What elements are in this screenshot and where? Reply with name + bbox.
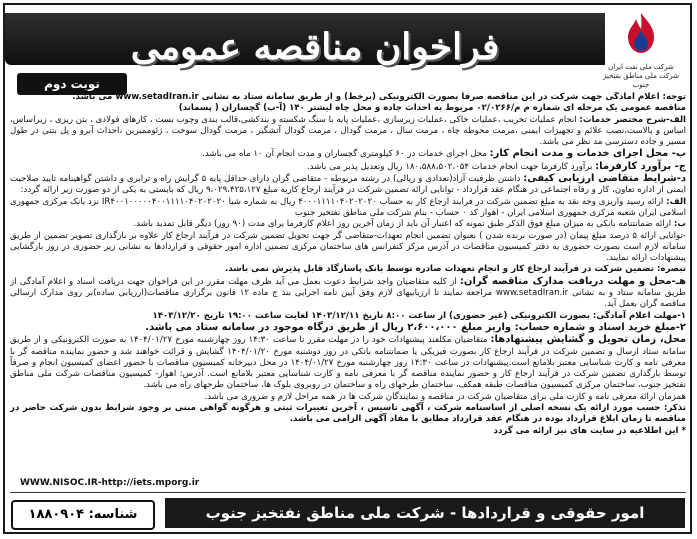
turn-badge: نوبت دوم — [17, 73, 127, 95]
notice-paragraph-8 — [10, 219, 686, 230]
notice-text: از کلیه متقاضیان واجد شرایط دعوت بعمل می آید ظرف مهلت مقرر در این فراخوان جهت دریافت اسناد و اعلام آمادگی از طریق سامانه ستاد و به نشانی www.setadIran.ir مراجعه نمایند تا ارزیابیهای لازم وفق آیین نامه اجرایی بند ج ماده ۱۲ قانون برگزاری مناقصات(ارزیابی ساده)بر روی مدارک ارسالی مناقصه گران بعمل آید. — [10, 276, 686, 310]
notice-paragraph-2 — [10, 103, 686, 114]
logo-caption — [598, 63, 684, 90]
notice-text: مناقصه عمومی یک مرحله ای شماره م م/۰۲/۰۲۶۶ مربوط به احداث جاده و محل چاه لیشتر ۱۴۰ (آ-ب) گچساران ( پسماند) — [178, 103, 686, 114]
notice-label: د-شرایط متقاضی ارزیابی کیفی: — [523, 173, 686, 185]
notice-text: ۱-مهلت اعلام آمادگی: بصورت الکترونیکی (غیر حضوری) از ساعت ۸:۰۰ تاریخ ۱۴۰۳/۱۲/۱۱ لغایت ساعت ۱۹:۰۰ تاریخ ۱۴۰۳/۱۲/۲۰ — [152, 310, 686, 321]
notice-paragraph-12 — [10, 311, 686, 322]
notice-text: برآورد کارفرما جهت انجام خدمات ۱۸۰،۵۸۸،۵۰۲،۰۵۴ ریال وتعدیل پذیر می باشد. — [306, 161, 593, 172]
notice-paragraph-9 — [10, 231, 686, 265]
footer — [5, 496, 690, 530]
notice-paragraph-1 — [10, 92, 686, 103]
notice-label: هـ-محل و مهلت دریافت مدارک مناقصه گران: — [459, 275, 686, 287]
notice-paragraph-16 — [10, 403, 686, 426]
notice-label: الف-شرح مختصر خدمات: — [579, 114, 686, 125]
notice-text: انجام عملیات تخریب ،عملیات خاکی ،عملیات زیرسازی ،عملیات پایه با سنگ شکسته و بندکشی،قالب بندی وچوب بست ، کارهای فولادی ، بتن ریزی ، زیراساس، اساس و بالاست،نصب علائم و تجهیزات ایمنی ،مرمت محوطه چاه ، مرمت سال ، مرمت گودال ، مرمت گودال آتشگیر ، مرمت گودال سوخت ، ژئوممبرین ،احداث آبرو و پل بتنی در طول مسیر و جاده دسترسی مد نظر می باشد. — [10, 114, 686, 148]
notice-text: محل اجرای خدمات در ۶۰ کیلومتری گچساران و مدت انجام آن ۱۰ ماه می باشد. — [202, 149, 487, 160]
company-logo — [598, 11, 684, 89]
notice-text: -توانایی ارائه ۵ درصد مبلغ پیمان (در صورت برنده شدن ) بعنوان تضمین انجام تعهدات-متقاضی گر جهت تحویل تضمین شرکت در فرآیند ارجاع کار علاوه بر بارگذاری تصویر تضمین از طریق سامانه لازم است بصورت حضوری به دفتر کمیسیون مناقصات در آدرس مرکز کنفرانس های ساختمان مرکزی تضمین اداره امور حقوقی و قراردادها به نشانی زیر حضوری در روز بازگشایی پیشنهادات ارائه نمایند. — [10, 230, 686, 264]
notice-text: متقاضیان مکلفند پیشنهادات خود را در مهلت مقرر تا ساعت ۱۴:۳۰ روز چهارشنبه مورخ ۱۴۰۴/۰۱/۲۷ به صورت الکترونیکی و از طریق سامانه ستاد ارسال و تضمین شرکت در فرآیند ارجاع کار بصورت فیزیکی یا ضمانتنامه بانکی در روز دوشنبه مورخ ۱۴۰۴/۰۱/۲۰ گشایش و قرائت خواهند شد و حضور نماینده مناقصه گر با معرفی نامه و کارت شناسایی معتبر بلامانع است.پیشنهادات در ساعت ۱۴:۳۰ روز چهارشنبه مورخ ۱۴۰۴/۰۱/۲۷ در محل دبیرخانه کمیسیون مناقصات با حضور اعضای کمیسیون انجام و صرفاً توسط بارگذاری تضمین شرکت در فرآیند ارجاع کار و حضور نماینده مناقصه گر با معرفی نامه و کارت شناسایی معتبر بلامانع است. آدرس: اهواز- کمیسیون مناقصات شرکت ملی مناطق نفتخیز جنوب، ساختمان مرکزی کمیسیون مناقصات طبقه همکف، ساختمان طرحهای راه و ساختمان در روبروی بلوک ها، ساختمان طرحهای راه می باشد. — [10, 335, 686, 391]
notice-text: توجه: اعلام آمادگی جهت شرکت در این مناقصه صرفاً بصورت الکترونیکی (برخط) و از طریق سامانه ستاد به نشانی www.setadIran.ir می باشد. — [72, 92, 686, 102]
notice-label: الف: — [666, 196, 686, 207]
notice-label: محل، زمان تحویل و گشایش پیشنهادها: — [490, 334, 686, 346]
notice-paragraph-5 — [10, 161, 686, 173]
nioc-flame-icon — [620, 11, 662, 55]
notice-paragraph-11 — [10, 276, 686, 311]
notice-text: همزمان ارائه معرفی نامه و کارت ملی برای متقاضیان شرکت در مناقصه و نمایندگان شرکت ها در همه مراحل لازم و ضروری می باشد. — [204, 391, 686, 402]
notice-paragraph-13 — [10, 322, 686, 334]
notice-paragraph-14 — [10, 334, 686, 391]
footer-divider — [10, 492, 686, 493]
department-banner: امور حقوقی و قراردادها - شرکت ملی مناطق نفتخیز جنوب — [165, 498, 685, 528]
notice-paragraph-6 — [10, 173, 686, 197]
notice-paragraph-17 — [10, 426, 686, 437]
notice-text: * این اطلاعیه در سایت های نیز ارائه می گردد — [493, 425, 686, 436]
logo-caption-line-2: شرکت ملی مناطق نفتخیز جنوب — [602, 72, 679, 89]
logo-caption-line-1: شرکت ملی نفت ایران — [608, 63, 674, 71]
notice-text: تذکر: حسب مورد ارائه یک نسخه اصلی از اساسنامه شرکت ، آگهی تاسیس ، آخرین تغییرات ثبتی و هرگونه گواهی مبنی بر وجود شرایط بدون شرکت حاضر در مناقصه تا زمان ابلاغ قرارداد بوده در هنگام عقد قرارداد مطابق با مفاد آگهی الزامی می باشد. — [10, 403, 686, 425]
title-band — [5, 13, 605, 68]
notice-paragraph-4 — [10, 148, 686, 160]
page-title: فراخوان مناقصه عمومی — [130, 26, 500, 68]
notice-text: تبصره: تضمین شرکت در فرآیند ارجاع کار و انجام تعهدات صادره توسط بانک پاسارگاد قابل پذیرش نمی باشد. — [225, 264, 686, 275]
notice-text: داشتن ظرفیت آزاد(تعدادی و ریالی) در رشته مربوطه - متقاضی گران دارای حداقل پایه ۵ گرایش راه و ترابری و داشتن گواهینامه تایید صلاحیت ایمنی از اداره تعاون، کار و رفاه اجتماعی در هنگام عقد قرارداد - توانایی ارائه تضمین شرکت در فرآیند ارجاع کاربه مبلغ ۹،۰۲۹،۴۲۵،۱۲۷ ریال که بایستی به یکی از دو صورت زیر ارائه گردد: — [10, 174, 686, 196]
notice-body — [10, 92, 686, 490]
notice-id-box: شناسه: ۱۸۸۰۹۰۴ — [11, 500, 155, 530]
website-links[interactable]: WWW.NISOC.IR-http://iets.mporg.ir — [20, 478, 200, 488]
notice-text: ۲-مبلغ خرید اسناد و شماره حساب: واریز مبلغ ۲،۶۰۰،۰۰۰ ریال از طریق درگاه موجود در سامانه ستاد می باشد. — [145, 321, 686, 333]
notice-paragraph-10 — [10, 264, 686, 275]
notice-paragraph-15 — [10, 392, 686, 403]
notice-label: ب: — [673, 219, 686, 230]
notice-paragraph-7 — [10, 197, 686, 220]
notice-label: ب- محل اجرای خدمات و مدت انجام کار: — [489, 148, 686, 160]
notice-text: ارائه رسید واریزی وجه نقد به مبلغ تضمین شرکت در فرایند ارجاع کار به حساب ۴۰۰۰۱۱۱۱۰۴۰۲۰۲۰۲۰ ریال به شماره شبا IR۴۰۰۱۰۰۰۰۰۴۰۰۱۱۱۱۰۴۰۲۰۲۰۲۰ نزد بانک مرکزی جمهوری اسلامی ایران شعبه مرکزی جمهوری اسلامی ایران - اهواز کد ۰ حساب - بنام شرکت ملی مناطق نفتخیز جنوب — [10, 196, 686, 218]
notice-text: ارائه ضمانتنامه بانکی به میزان مبلغ فوق الذکر طبق نمونه که اعتبار آن باید از زمان آخرین روز اعلام کارفرما برای مدت (۹۰ روز) دیگر قابل تمدید باشد. — [133, 219, 672, 230]
notice-paragraph-3 — [10, 115, 686, 149]
notice-label: ج- برآورد کارفرما: — [595, 160, 686, 172]
header — [5, 5, 690, 90]
